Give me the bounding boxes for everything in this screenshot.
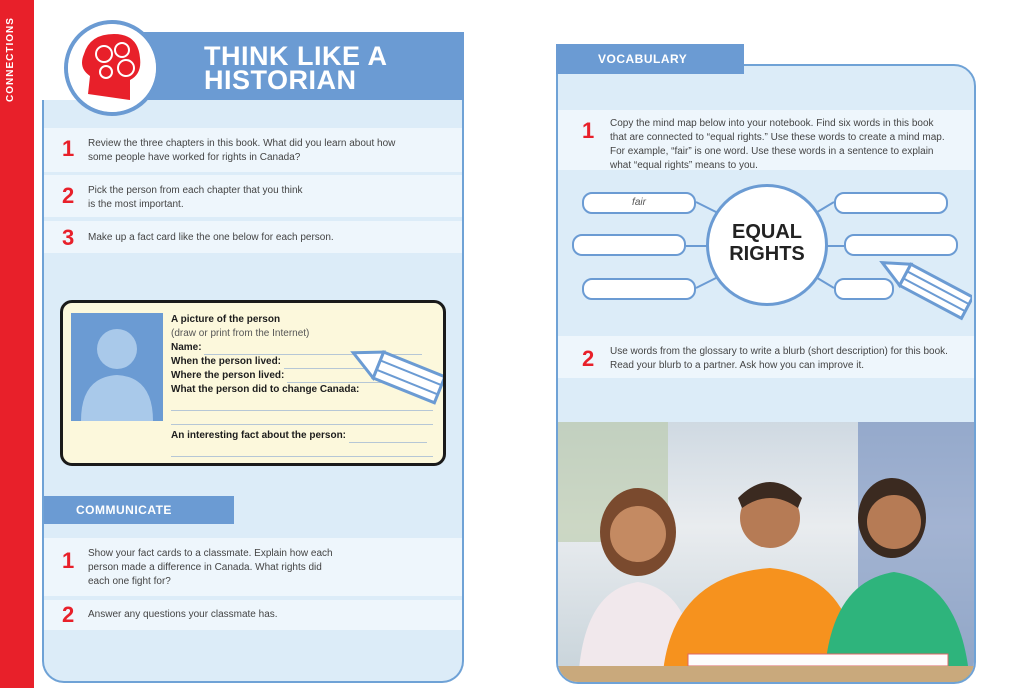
- vocab-row-2: [558, 336, 974, 378]
- lived-when-label: When the person lived:: [171, 356, 282, 367]
- communicate-heading: COMMUNICATE: [76, 503, 172, 517]
- step-number: 2: [62, 602, 75, 627]
- step-number: 1: [62, 136, 75, 161]
- children-reading-photo: [558, 422, 974, 684]
- step-text: Answer any questions your classmate has.: [88, 609, 278, 620]
- fact-label: An interesting fact about the person:: [171, 430, 347, 441]
- step-number: 1: [582, 118, 595, 143]
- page-title: [204, 41, 388, 95]
- step-number: 1: [62, 548, 75, 573]
- mind-map-center: [706, 184, 828, 306]
- step-row-3: [44, 221, 462, 253]
- fact-card: [60, 300, 446, 466]
- picture-label: A picture of the person: [171, 314, 281, 325]
- lived-where-label: Where the person lived:: [171, 370, 285, 381]
- communicate-row-2: [44, 600, 462, 630]
- title-line-1: THINK LIKE A: [204, 41, 388, 71]
- step-text: Review the three chapters in this book. What did you learn about how some people have worked for rights in Canada?: [88, 138, 396, 163]
- step-text: Show your fact cards to a classmate. Explain how each person made a difference in Canada. What rights did each one fight for?: [88, 548, 333, 587]
- communicate-banner: [44, 496, 234, 524]
- pencil-icon: [868, 260, 972, 328]
- communicate-row-1: [44, 538, 462, 596]
- step-row-1: [44, 128, 462, 172]
- center-line-1: EQUAL: [732, 221, 802, 243]
- step-row-2: [44, 175, 462, 217]
- mind-map-blank-box: [582, 278, 696, 300]
- person-silhouette-icon: [71, 313, 163, 421]
- step-number: 2: [582, 346, 595, 371]
- vocab-row-1: [558, 110, 974, 170]
- right-panel: [556, 64, 976, 684]
- side-tab: [0, 0, 34, 688]
- step-text: Copy the mind map below into your notebook. Find six words in this book that are connected to “equal rights.” Use these words to create a mind map. For example, “fair” is one word. Use these words in a sentence to explain what “equal rights” means to you.: [610, 118, 945, 171]
- name-label: Name:: [171, 342, 202, 353]
- picture-note: (draw or print from the Internet): [171, 328, 310, 339]
- mind-map: [570, 182, 970, 322]
- step-number: 3: [62, 225, 75, 250]
- step-text: Make up a fact card like the one below for each person.: [88, 232, 334, 243]
- title-banner: [108, 32, 464, 102]
- vocabulary-heading: VOCABULARY: [598, 52, 688, 66]
- step-text: Use words from the glossary to write a blurb (short description) for this book. Read your blurb to a partner. Ask how you can improve it.: [610, 346, 948, 371]
- pencil-icon: [339, 339, 443, 425]
- step-number: 2: [62, 183, 75, 208]
- title-line-2: HISTORIAN: [204, 65, 357, 95]
- mind-map-blank-box: [844, 234, 958, 256]
- mind-map-blank-box: [572, 234, 686, 256]
- vocabulary-banner: [556, 44, 744, 74]
- mind-map-example-box: fair: [582, 192, 696, 214]
- did-label: What the person did to change Canada:: [171, 384, 360, 395]
- brain-head-icon: [64, 20, 160, 116]
- center-line-2: RIGHTS: [729, 243, 805, 265]
- side-tab-label: CONNECTIONS: [5, 17, 16, 102]
- mind-map-blank-box: [834, 192, 948, 214]
- step-text: Pick the person from each chapter that you think is the most important.: [88, 185, 303, 210]
